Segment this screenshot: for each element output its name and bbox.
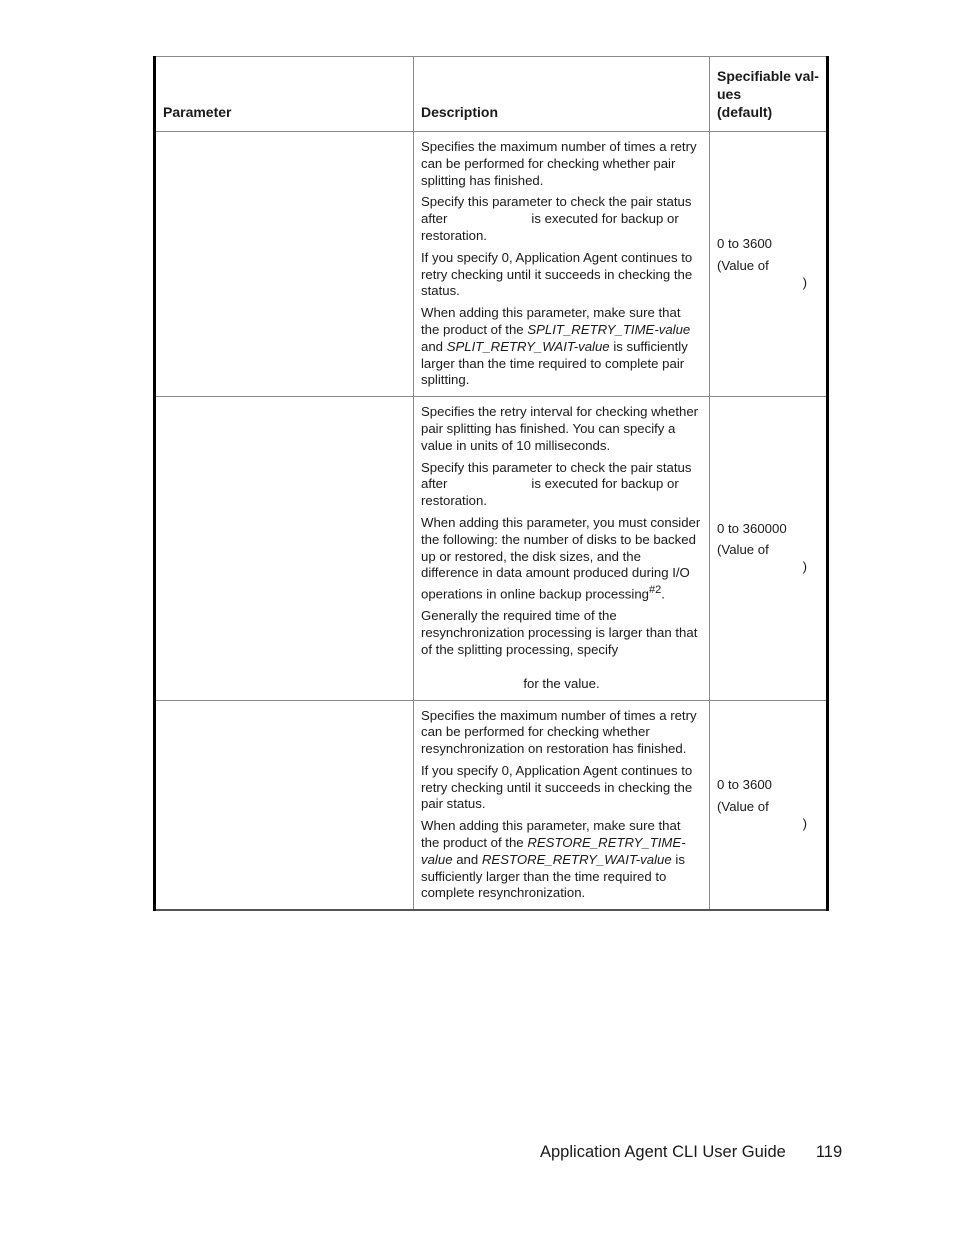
desc-paragraph: If you specify 0, Application Agent continues to retry checking until it succeeds in checking the pair status. — [421, 762, 693, 812]
parameter-table — [153, 56, 829, 911]
desc-paragraph: Generally the required time of the resynchronization processing is larger than that of the splitting processing, specify for the value. — [421, 608, 698, 691]
value-range: 0 to 3600 — [717, 236, 772, 252]
table-row — [155, 397, 828, 700]
header-parameter: Parameter — [155, 57, 414, 132]
table-row — [155, 700, 828, 910]
header-values-line3: (default) — [717, 104, 773, 120]
values-cell — [710, 700, 828, 910]
parameter-table-grid — [153, 56, 829, 911]
description-cell — [414, 397, 710, 700]
value-default-open: (Value of — [717, 542, 769, 558]
param-cell — [155, 132, 414, 397]
param-cell — [155, 700, 414, 910]
desc-paragraph: If you specify 0, Application Agent continues to retry checking until it succeeds in checking the status. — [421, 249, 693, 299]
footer-title: Application Agent CLI User Guide — [540, 1143, 786, 1161]
value-default-close: ) — [802, 559, 807, 575]
desc-paragraph: When adding this parameter, make sure that the product of the SPLIT_RETRY_TIME-value and SPLIT_RETRY_WAIT-value is sufficiently larger than the time required to complete pair splitting. — [421, 305, 691, 388]
description-cell — [414, 700, 710, 910]
values-cell — [710, 397, 828, 700]
param-cell — [155, 397, 414, 700]
desc-paragraph: Specifies the maximum number of times a retry can be performed for checking whether pair splitting has finished. — [421, 139, 697, 188]
desc-paragraph: Specify this parameter to check the pair status after is executed for backup or restoration. — [421, 459, 692, 509]
header-values-line1: Specifiable val- — [717, 68, 819, 84]
table-header-row — [155, 57, 828, 132]
page-number: 119 — [815, 1143, 843, 1161]
header-description: Description — [414, 57, 710, 132]
value-default-close: ) — [802, 815, 807, 831]
value-default-open: (Value of — [717, 798, 769, 814]
table-row — [155, 132, 828, 397]
desc-paragraph: Specify this parameter to check the pair status after is executed for backup or restoration. — [421, 194, 692, 243]
value-default-close: ) — [802, 274, 807, 290]
desc-paragraph: When adding this parameter, make sure that the product of the RESTORE_RETRY_TIME-value and RESTORE_RETRY_WAIT-value is sufficiently larger than the time required to complete resynchronization. — [421, 818, 686, 901]
header-specifiable-values — [710, 57, 828, 132]
value-default-open: (Value of — [717, 258, 769, 274]
footnote-ref: #2 — [649, 584, 662, 597]
values-cell — [710, 132, 828, 397]
value-range: 0 to 360000 — [717, 520, 787, 536]
desc-paragraph: When adding this parameter, you must consider the following: the number of disks to be backed up or restored, the disk sizes, and the difference in data amount produced during I/O operations in online backup processing$^{\#2}$. — [421, 514, 701, 602]
header-values-line2: ues — [717, 86, 742, 102]
desc-paragraph: Specifies the maximum number of times a retry can be performed for checking whether resynchronization on restoration has finished. — [421, 707, 697, 757]
description-cell — [414, 132, 710, 397]
page-footer — [540, 1143, 842, 1162]
value-range: 0 to 3600 — [717, 777, 772, 793]
desc-paragraph: Specifies the retry interval for checking whether pair splitting has finished. You can specify a value in units of 10 milliseconds. — [421, 404, 699, 453]
